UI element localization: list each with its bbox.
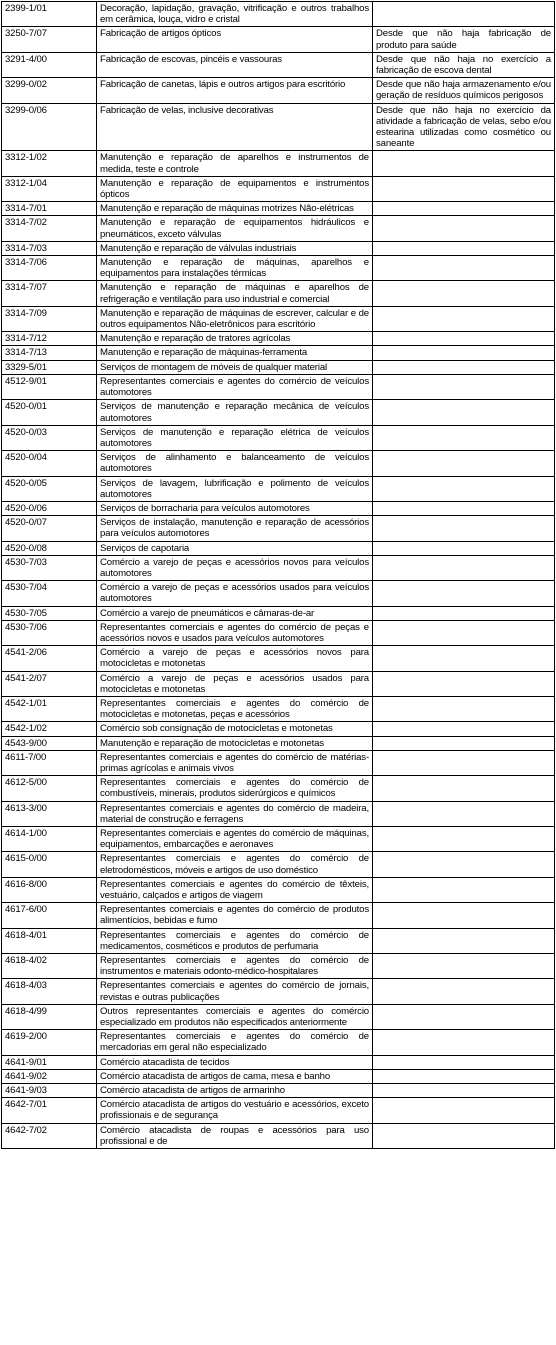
observation-cell: [373, 646, 555, 671]
description-cell: Comércio a varejo de pneumáticos e câmaras-de-ar: [97, 606, 373, 620]
code-cell: 2399-1/01: [2, 2, 97, 27]
table-row: [2, 425, 555, 450]
table-row: [2, 801, 555, 826]
observation-cell: Desde que não haja fabricação de produto para saúde: [373, 27, 555, 52]
code-cell: 4530-7/03: [2, 555, 97, 580]
code-cell: 4542-1/02: [2, 722, 97, 736]
code-cell: 3291-4/00: [2, 52, 97, 77]
table-row: [2, 241, 555, 255]
code-cell: 4616-8/00: [2, 877, 97, 902]
code-cell: 3329-5/01: [2, 360, 97, 374]
table-row: [2, 103, 555, 151]
table-row: [2, 176, 555, 201]
table-row: [2, 360, 555, 374]
table-row: [2, 1004, 555, 1029]
table-row: [2, 1055, 555, 1069]
code-cell: 3250-7/07: [2, 27, 97, 52]
observation-cell: [373, 979, 555, 1004]
code-cell: 4520-0/01: [2, 400, 97, 425]
description-cell: Manutenção e reparação de tratores agrícolas: [97, 332, 373, 346]
code-cell: 4618-4/02: [2, 954, 97, 979]
description-cell: Comércio a varejo de peças e acessórios usados para veículos automotores: [97, 581, 373, 606]
code-cell: 4612-5/00: [2, 776, 97, 801]
code-cell: 4520-0/05: [2, 476, 97, 501]
description-cell: Fabricação de canetas, lápis e outros artigos para escritório: [97, 78, 373, 103]
description-cell: Comércio sob consignação de motocicletas e motonetas: [97, 722, 373, 736]
description-cell: Representantes comerciais e agentes do comércio de matérias-primas agrícolas e animais vivos: [97, 750, 373, 775]
description-cell: Serviços de borracharia para veículos automotores: [97, 501, 373, 515]
description-cell: Fabricação de escovas, pincéis e vassouras: [97, 52, 373, 77]
observation-cell: [373, 1123, 555, 1148]
description-cell: Representantes comerciais e agentes do comércio de combustíveis, minerais, produtos siderúrgicos e químicos: [97, 776, 373, 801]
table-row: [2, 332, 555, 346]
observation-cell: [373, 476, 555, 501]
table-row: [2, 671, 555, 696]
observation-cell: [373, 736, 555, 750]
code-cell: 4615-0/00: [2, 852, 97, 877]
observation-cell: [373, 281, 555, 306]
observation-cell: [373, 2, 555, 27]
description-cell: Comércio a varejo de peças e acessórios novos para veículos automotores: [97, 555, 373, 580]
code-cell: 3314-7/01: [2, 202, 97, 216]
description-cell: Manutenção e reparação de máquinas motrizes Não-elétricas: [97, 202, 373, 216]
observation-cell: [373, 346, 555, 360]
description-cell: Serviços de lavagem, lubrificação e polimento de veículos automotores: [97, 476, 373, 501]
observation-cell: [373, 928, 555, 953]
table-row: [2, 776, 555, 801]
observation-cell: [373, 216, 555, 241]
description-cell: Fabricação de velas, inclusive decorativas: [97, 103, 373, 151]
code-cell: 3312-1/02: [2, 151, 97, 176]
observation-cell: [373, 1084, 555, 1098]
observation-cell: Desde que não haja no exercício a fabricação de escova dental: [373, 52, 555, 77]
description-cell: Manutenção e reparação de máquinas e aparelhos de refrigeração e ventilação para uso industrial e comercial: [97, 281, 373, 306]
table-row: [2, 476, 555, 501]
table-row: [2, 620, 555, 645]
code-cell: 4641-9/03: [2, 1084, 97, 1098]
observation-cell: [373, 374, 555, 399]
description-cell: Manutenção e reparação de máquinas-ferramenta: [97, 346, 373, 360]
code-cell: 3299-0/06: [2, 103, 97, 151]
observation-cell: [373, 151, 555, 176]
description-cell: Representantes comerciais e agentes do comércio de mercadorias em geral não especializado: [97, 1030, 373, 1055]
table-row: [2, 400, 555, 425]
observation-cell: [373, 581, 555, 606]
code-cell: 4543-9/00: [2, 736, 97, 750]
description-cell: Comércio atacadista de tecidos: [97, 1055, 373, 1069]
code-cell: 4641-9/01: [2, 1055, 97, 1069]
observation-cell: [373, 776, 555, 801]
description-cell: Serviços de manutenção e reparação elétrica de veículos automotores: [97, 425, 373, 450]
code-cell: 4617-6/00: [2, 903, 97, 928]
code-cell: 4512-9/01: [2, 374, 97, 399]
table-row: [2, 202, 555, 216]
observation-cell: [373, 671, 555, 696]
description-cell: Representantes comerciais e agentes do comércio de motocicletas e motonetas, peças e acessórios: [97, 696, 373, 721]
observation-cell: [373, 332, 555, 346]
table-row: [2, 27, 555, 52]
observation-cell: [373, 516, 555, 541]
description-cell: Manutenção e reparação de máquinas, aparelhos e equipamentos para instalações térmicas: [97, 256, 373, 281]
observation-cell: [373, 256, 555, 281]
description-cell: Manutenção e reparação de equipamentos e instrumentos ópticos: [97, 176, 373, 201]
observation-cell: [373, 852, 555, 877]
code-cell: 4520-0/04: [2, 451, 97, 476]
table-row: [2, 1069, 555, 1083]
description-cell: Comércio atacadista de artigos do vestuário e acessórios, exceto profissionais e de segurança: [97, 1098, 373, 1123]
code-cell: 4613-3/00: [2, 801, 97, 826]
code-cell: 4618-4/01: [2, 928, 97, 953]
observation-cell: [373, 827, 555, 852]
table-row: [2, 928, 555, 953]
table-row: [2, 256, 555, 281]
table-row: [2, 852, 555, 877]
cnae-activity-table: [1, 1, 555, 1149]
table-row: [2, 877, 555, 902]
table-row: [2, 1030, 555, 1055]
code-cell: 4541-2/06: [2, 646, 97, 671]
description-cell: Representantes comerciais e agentes do comércio de veículos automotores: [97, 374, 373, 399]
table-row: [2, 722, 555, 736]
description-cell: Representantes comerciais e agentes do comércio de têxteis, vestuário, calçados e artigos de viagem: [97, 877, 373, 902]
table-row: [2, 696, 555, 721]
observation-cell: [373, 241, 555, 255]
code-cell: 3314-7/07: [2, 281, 97, 306]
code-cell: 4520-0/08: [2, 541, 97, 555]
table-row: [2, 646, 555, 671]
table-row: [2, 581, 555, 606]
table-row: [2, 374, 555, 399]
code-cell: 3314-7/13: [2, 346, 97, 360]
observation-cell: [373, 400, 555, 425]
table-body: [2, 2, 555, 1149]
description-cell: Manutenção e reparação de válvulas industriais: [97, 241, 373, 255]
description-cell: Representantes comerciais e agentes do comércio de produtos alimentícios, bebidas e fumo: [97, 903, 373, 928]
description-cell: Serviços de instalação, manutenção e reparação de acessórios para veículos automotores: [97, 516, 373, 541]
description-cell: Comércio atacadista de roupas e acessórios para uso profissional e de: [97, 1123, 373, 1148]
table-row: [2, 151, 555, 176]
observation-cell: [373, 451, 555, 476]
description-cell: Representantes comerciais e agentes do comércio de madeira, material de construção e ferragens: [97, 801, 373, 826]
code-cell: 4530-7/04: [2, 581, 97, 606]
code-cell: 4618-4/03: [2, 979, 97, 1004]
code-cell: 4530-7/05: [2, 606, 97, 620]
code-cell: 4618-4/99: [2, 1004, 97, 1029]
table-row: [2, 903, 555, 928]
code-cell: 4542-1/01: [2, 696, 97, 721]
description-cell: Serviços de montagem de móveis de qualquer material: [97, 360, 373, 374]
table-row: [2, 979, 555, 1004]
table-row: [2, 2, 555, 27]
code-cell: 3314-7/09: [2, 306, 97, 331]
description-cell: Manutenção e reparação de aparelhos e instrumentos de medida, teste e controle: [97, 151, 373, 176]
observation-cell: [373, 1069, 555, 1083]
description-cell: Representantes comerciais e agentes do comércio de eletrodomésticos, móveis e artigos de uso doméstico: [97, 852, 373, 877]
code-cell: 3314-7/03: [2, 241, 97, 255]
observation-cell: [373, 1030, 555, 1055]
description-cell: Manutenção e reparação de máquinas de escrever, calcular e de outros equipamentos Não-eletrônicos para escritório: [97, 306, 373, 331]
observation-cell: [373, 1004, 555, 1029]
table-row: [2, 736, 555, 750]
description-cell: Outros representantes comerciais e agentes do comércio especializado em produtos não especificados anteriormente: [97, 1004, 373, 1029]
observation-cell: [373, 541, 555, 555]
table-row: [2, 606, 555, 620]
table-row: [2, 52, 555, 77]
observation-cell: Desde que não haja no exercício da atividade a fabricação de velas, sebo e/ou estearina utilizadas como cosmético ou saneante: [373, 103, 555, 151]
table-row: [2, 451, 555, 476]
description-cell: Manutenção e reparação de equipamentos hidráulicos e pneumáticos, exceto válvulas: [97, 216, 373, 241]
observation-cell: [373, 606, 555, 620]
observation-cell: [373, 696, 555, 721]
table-row: [2, 346, 555, 360]
table-row: [2, 281, 555, 306]
observation-cell: [373, 555, 555, 580]
code-cell: 3314-7/06: [2, 256, 97, 281]
description-cell: Comércio a varejo de peças e acessórios usados para motocicletas e motonetas: [97, 671, 373, 696]
table-row: [2, 750, 555, 775]
table-row: [2, 1098, 555, 1123]
description-cell: Representantes comerciais e agentes do comércio de jornais, revistas e outras publicações: [97, 979, 373, 1004]
code-cell: 4520-0/03: [2, 425, 97, 450]
observation-cell: [373, 425, 555, 450]
code-cell: 4642-7/01: [2, 1098, 97, 1123]
code-cell: 3299-0/02: [2, 78, 97, 103]
code-cell: 4614-1/00: [2, 827, 97, 852]
table-row: [2, 1084, 555, 1098]
observation-cell: [373, 176, 555, 201]
table-row: [2, 827, 555, 852]
code-cell: 4611-7/00: [2, 750, 97, 775]
description-cell: Representantes comerciais e agentes do comércio de instrumentos e materiais odonto-médico-hospitalares: [97, 954, 373, 979]
table-row: [2, 1123, 555, 1148]
observation-cell: [373, 620, 555, 645]
code-cell: 4642-7/02: [2, 1123, 97, 1148]
description-cell: Comércio atacadista de artigos de cama, mesa e banho: [97, 1069, 373, 1083]
code-cell: 4619-2/00: [2, 1030, 97, 1055]
table-row: [2, 954, 555, 979]
description-cell: Serviços de capotaria: [97, 541, 373, 555]
table-row: [2, 555, 555, 580]
table-row: [2, 501, 555, 515]
observation-cell: [373, 360, 555, 374]
table-row: [2, 306, 555, 331]
code-cell: 4520-0/06: [2, 501, 97, 515]
observation-cell: [373, 903, 555, 928]
description-cell: Serviços de manutenção e reparação mecânica de veículos automotores: [97, 400, 373, 425]
observation-cell: Desde que não haja armazenamento e/ou geração de resíduos químicos perigosos: [373, 78, 555, 103]
table-row: [2, 516, 555, 541]
code-cell: 4641-9/02: [2, 1069, 97, 1083]
description-cell: Fabricação de artigos ópticos: [97, 27, 373, 52]
observation-cell: [373, 1098, 555, 1123]
observation-cell: [373, 750, 555, 775]
observation-cell: [373, 954, 555, 979]
code-cell: 4520-0/07: [2, 516, 97, 541]
description-cell: Representantes comerciais e agentes do comércio de peças e acessórios novos e usados para veículos automotores: [97, 620, 373, 645]
observation-cell: [373, 801, 555, 826]
observation-cell: [373, 202, 555, 216]
code-cell: 4541-2/07: [2, 671, 97, 696]
description-cell: Manutenção e reparação de motocicletas e motonetas: [97, 736, 373, 750]
code-cell: 3312-1/04: [2, 176, 97, 201]
description-cell: Comércio atacadista de artigos de armarinho: [97, 1084, 373, 1098]
code-cell: 4530-7/06: [2, 620, 97, 645]
observation-cell: [373, 877, 555, 902]
observation-cell: [373, 722, 555, 736]
observation-cell: [373, 501, 555, 515]
description-cell: Serviços de alinhamento e balanceamento de veículos automotores: [97, 451, 373, 476]
description-cell: Representantes comerciais e agentes do comércio de medicamentos, cosméticos e produtos de perfumaria: [97, 928, 373, 953]
description-cell: Decoração, lapidação, gravação, vitrificação e outros trabalhos em cerâmica, louça, vidro e cristal: [97, 2, 373, 27]
description-cell: Comércio a varejo de peças e acessórios novos para motocicletas e motonetas: [97, 646, 373, 671]
table-row: [2, 216, 555, 241]
code-cell: 3314-7/02: [2, 216, 97, 241]
table-row: [2, 78, 555, 103]
observation-cell: [373, 306, 555, 331]
table-row: [2, 541, 555, 555]
observation-cell: [373, 1055, 555, 1069]
code-cell: 3314-7/12: [2, 332, 97, 346]
description-cell: Representantes comerciais e agentes do comércio de máquinas, equipamentos, embarcações e aeronaves: [97, 827, 373, 852]
